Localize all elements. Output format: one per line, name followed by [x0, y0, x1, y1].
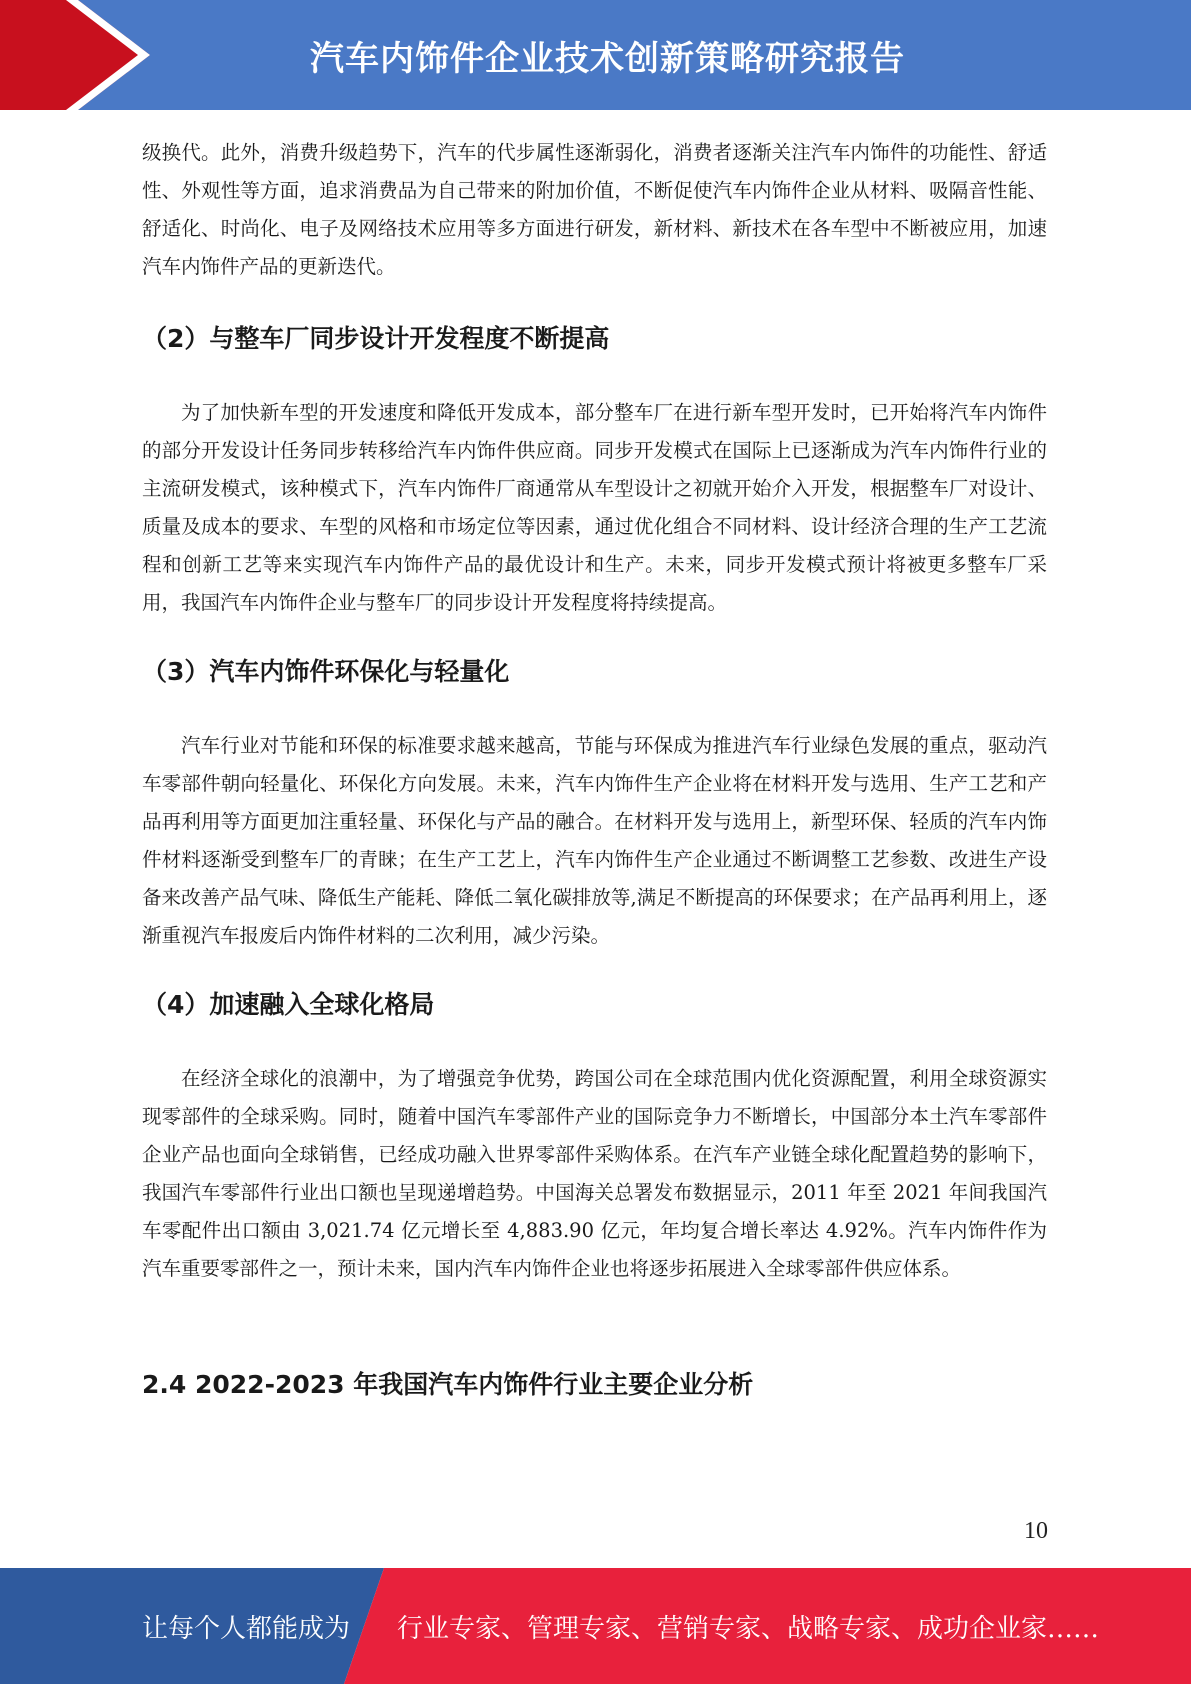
page-header — [0, 0, 1191, 110]
footer-slogan-left: 让每个人都能成为 — [142, 1613, 351, 1644]
paragraph-eco-lightweight: 汽车行业对节能和环保的标准要求越来越高，节能与环保成为推进汽车行业绿色发展的重点，驱动汽车零部件朝向轻量化、环保化方向发展。未来，汽车内饰件生产企业将在材料开发与选用、生产工艺和产品再利用等方面更加注重轻量、环保化与产品的融合。在材料开发与选用上，新型环保、轻质的汽车内饰件材料逐渐受到整车厂的青睐；在生产工艺上，汽车内饰件生产企业通过不断调整工艺参数、改进生产设备来改善产品气味、降低生产能耗、降低二氧化碳排放等,满足不断提高的环保要求；在产品再利用上，逐渐重视汽车报废后内饰件材料的二次利用，减少污染。 — [142, 734, 1047, 947]
page-number: 10 — [1024, 1518, 1048, 1544]
paragraph-sync-design: 为了加快新车型的开发速度和降低开发成本，部分整车厂在进行新车型开发时，已开始将汽车内饰件的部分开发设计任务同步转移给汽车内饰件供应商。同步开发模式在国际上已逐渐成为汽车内饰件行业的主流研发模式，该种模式下，汽车内饰件厂商通常从车型设计之初就开始介入开发，根据整车厂对设计、质量及成本的要求、车型的风格和市场定位等因素，通过优化组合不同材料、设计经济合理的生产工艺流程和创新工艺等来实现汽车内饰件产品的最优设计和生产。未来，同步开发模式预计将被更多整车厂采用，我国汽车内饰件企业与整车厂的同步设计开发程度将持续提高。 — [142, 401, 1047, 614]
report-title: 汽车内饰件企业技术创新策略研究报告 — [310, 38, 905, 79]
heading-globalization: （4）加速融入全球化格局 — [142, 990, 435, 1019]
heading-eco-lightweight: （3）汽车内饰件环保化与轻量化 — [142, 657, 510, 686]
page-footer — [0, 1568, 1191, 1684]
page-content — [142, 130, 1047, 1402]
section-heading: 2.4 2022-2023 年我国汽车内饰件行业主要企业分析 — [142, 1370, 754, 1399]
paragraph-globalization: 在经济全球化的浪潮中，为了增强竞争优势，跨国公司在全球范围内优化资源配置，利用全球资源实现零部件的全球采购。同时，随着中国汽车零部件产业的国际竞争力不断增长，中国部分本土汽车零部件企业产品也面向全球销售，已经成功融入世界零部件采购体系。在汽车产业链全球化配置趋势的影响下，我国汽车零部件行业出口额也呈现递增趋势。中国海关总署发布数据显示，2011 年至 2021 年间我国汽车零配件出口额由 3,021.74 亿元增长至 4,883.90 亿元，年均复合增长率达 4.92%。汽车内饰件作为汽车重要零部件之一，预计未来，国内汽车内饰件企业也将逐步拓展进入全球零部件供应体系。 — [142, 1067, 1047, 1280]
paragraph-intro: 级换代。此外，消费升级趋势下，汽车的代步属性逐渐弱化，消费者逐渐关注汽车内饰件的功能性、舒适性、外观性等方面，追求消费品为自己带来的附加价值，不断促使汽车内饰件企业从材料、吸隔音性能、舒适化、时尚化、电子及网络技术应用等多方面进行研发，新材料、新技术在各车型中不断被应用，加速汽车内饰件产品的更新迭代。 — [142, 141, 1047, 278]
footer-slogan-right: 行业专家、管理专家、营销专家、战略专家、成功企业家…… — [397, 1613, 1100, 1644]
heading-sync-design: （2）与整车厂同步设计开发程度不断提高 — [142, 324, 610, 353]
